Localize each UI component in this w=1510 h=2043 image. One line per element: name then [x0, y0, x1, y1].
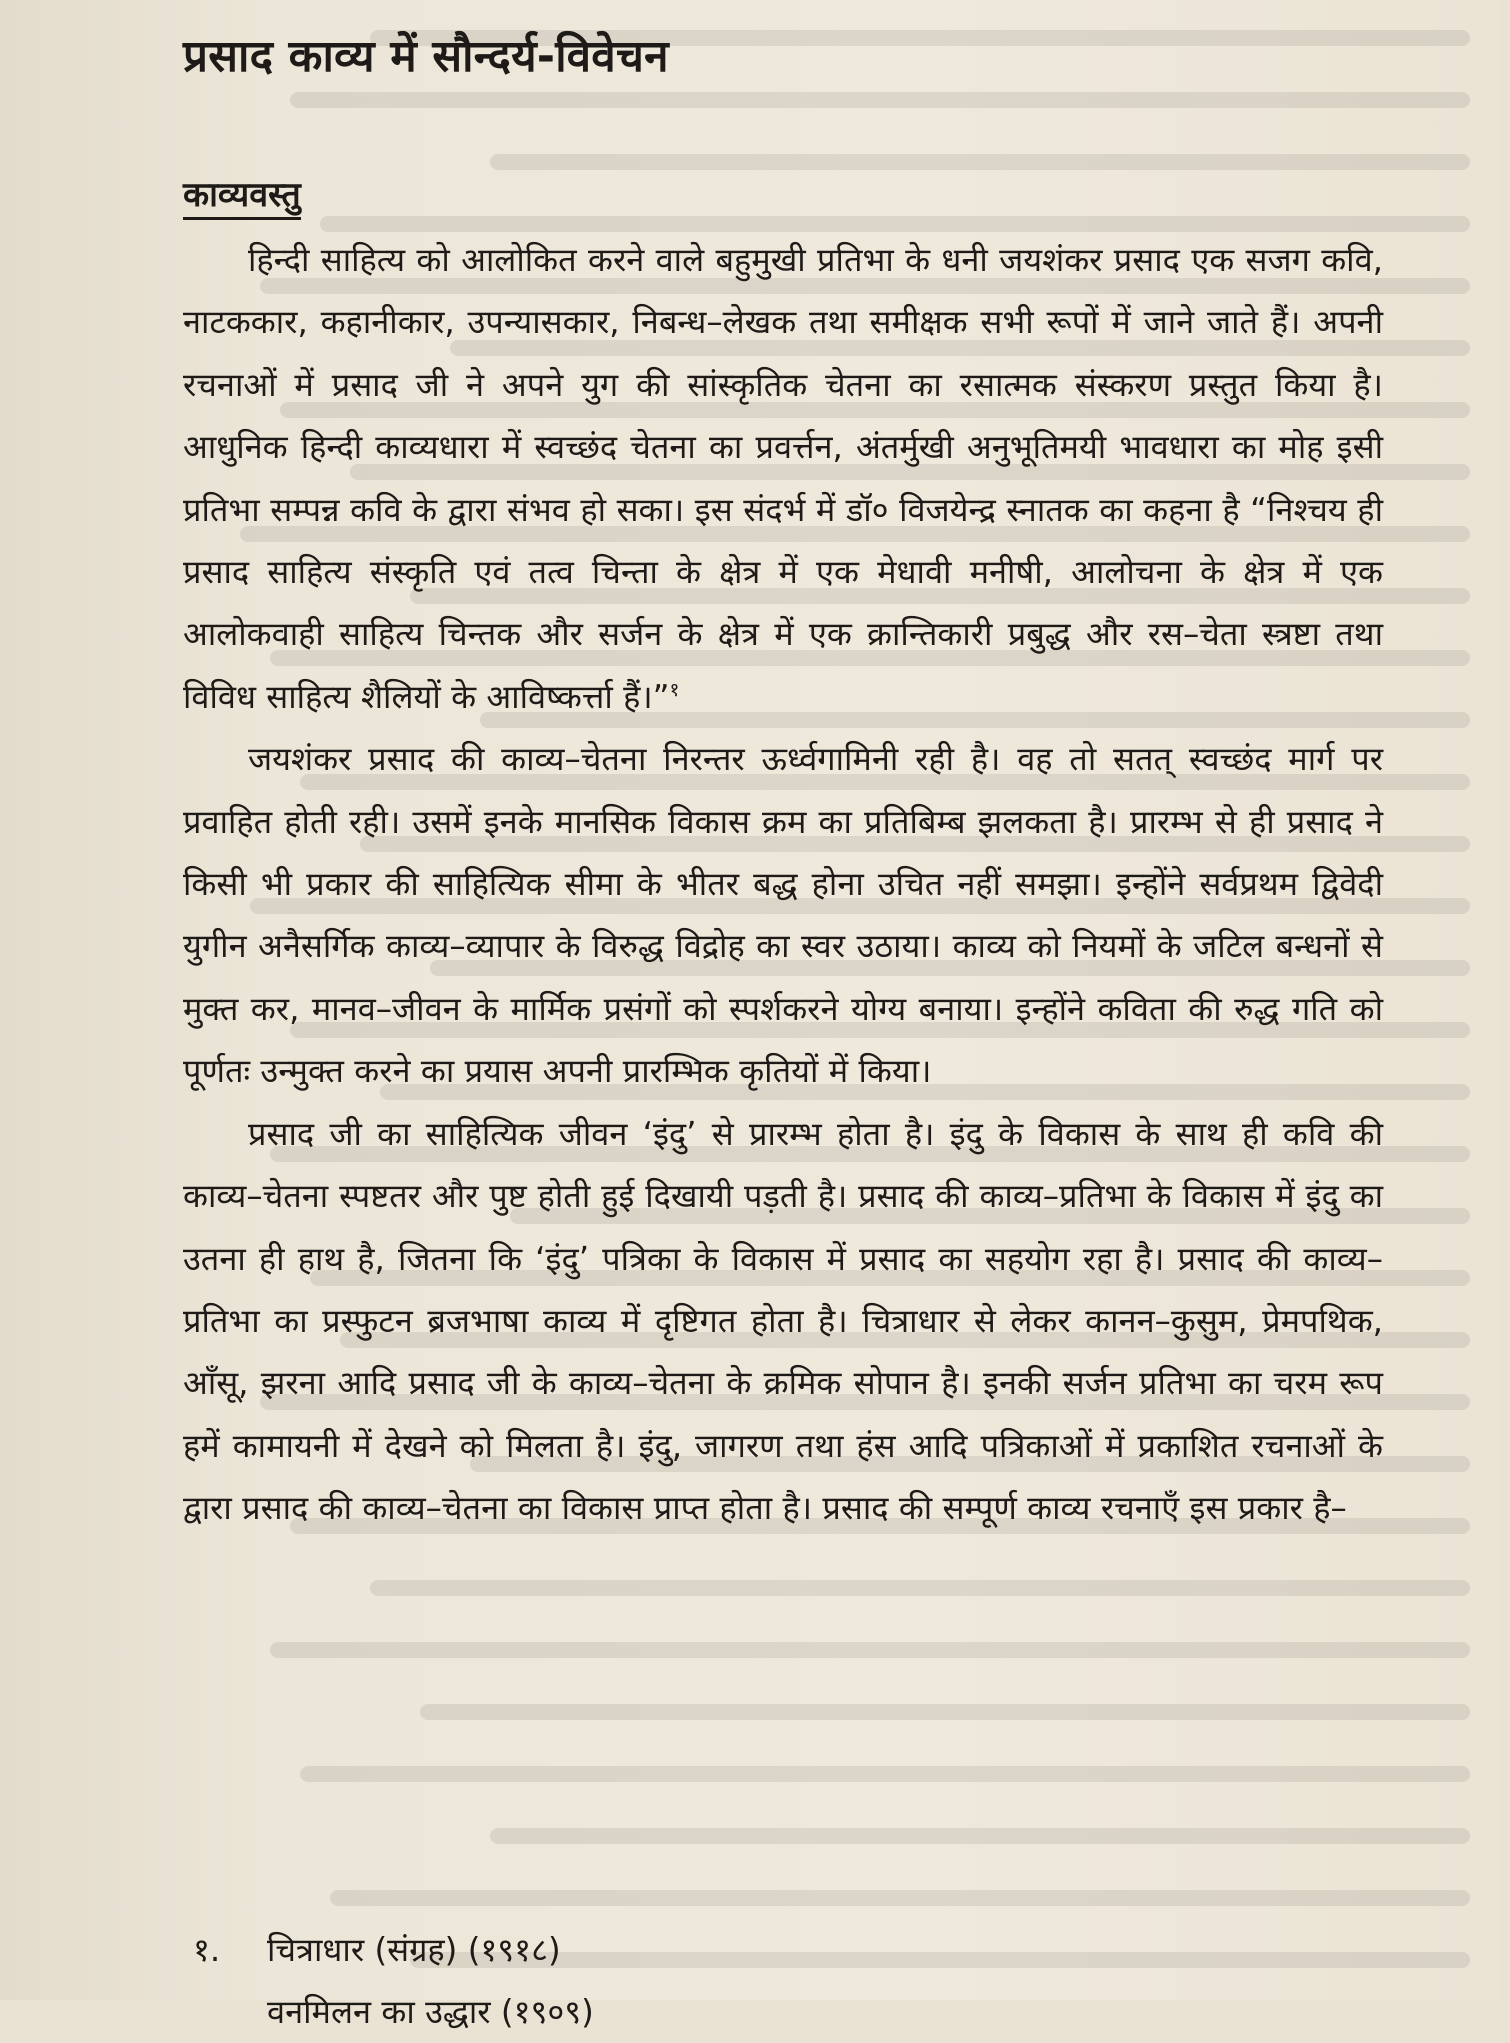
works-list	[183, 1919, 1383, 2043]
list-item-text: वनमिलन का उद्धार (१९०९)	[267, 1993, 594, 2031]
section-heading: काव्यवस्तु	[183, 170, 301, 220]
paragraph-3: प्रसाद जी का साहित्यिक जीवन ‘इंदु’ से प्रारम्भ होता है। इंदु के विकास के साथ ही कवि की काव्य–चेतना स्पष्टतर और पुष्ट होती हुई दिखायी पड़ती है। प्रसाद की काव्य–प्रतिभा के विकास में इंदु का उतना ही हाथ है, जितना कि ‘इंदु’ पत्रिका के विकास में प्रसाद का सहयोग रहा है। प्रसाद की काव्य–प्रतिभा का प्रस्फुटन ब्रजभाषा काव्य में दृष्टिगत होता है। चित्राधार से लेकर कानन–कुसुम, प्रेमपथिक, आँसू, झरना आदि प्रसाद जी के काव्य–चेतना के क्रमिक सोपान है। इनकी सर्जन प्रतिभा का चरम रूप हमें कामायनी में देखने को मिलता है। इंदु, जागरण तथा हंस आदि पत्रिकाओं में प्रकाशित रचनाओं के द्वारा प्रसाद की काव्य–चेतना का विकास प्राप्त होता है। प्रसाद की सम्पूर्ण काव्य रचनाएँ इस प्रकार है–	[183, 1114, 1383, 1528]
paragraph-1-text: हिन्दी साहित्य को आलोकित करने वाले बहुमुखी प्रतिभा के धनी जयशंकर प्रसाद एक सजग कवि, नाटककार, कहानीकार, उपन्यासकार, निबन्ध–लेखक तथा समीक्षक सभी रूपों में जाने जाते हैं। अपनी रचनाओं में प्रसाद जी ने अपने युग की सांस्कृतिक चेतना का रसात्मक संस्करण प्रस्तुत किया है। आधुनिक हिन्दी काव्यधारा में स्वच्छंद चेतना का प्रवर्त्तन, अंतर्मुखी अनुभूतिमयी भावधारा का मोह इसी प्रतिभा सम्पन्न कवि के द्वारा संभव हो सका। इस संदर्भ में डॉ० विजयेन्द्र स्नातक का कहना है “निश्चय ही प्रसाद साहित्य संस्कृति एवं तत्व चिन्ता के क्षेत्र में एक मेधावी मनीषी, आलोचना के क्षेत्र में एक आलोकवाही साहित्य चिन्तक और सर्जन के क्षेत्र में एक क्रान्तिकारी प्रबुद्ध और रस–चेता स्त्रष्टा तथा विविध साहित्य शैलियों के आविष्कर्त्ता हैं।”	[183, 241, 1383, 716]
list-item	[183, 1919, 1383, 1981]
footnote-marker: १	[669, 679, 680, 702]
body-text	[183, 229, 1383, 1540]
list-item-number	[183, 1981, 267, 2043]
page-title: प्रसाद काव्य में सौन्दर्य-विवेचन	[183, 31, 669, 82]
paragraph-1	[183, 229, 1383, 728]
list-item-text: चित्राधार (संग्रह) (१९१८)	[267, 1931, 561, 1969]
list-item	[183, 1981, 1383, 2043]
paragraph-2: जयशंकर प्रसाद की काव्य–चेतना निरन्तर ऊर्ध्वगामिनी रही है। वह तो सतत् स्वच्छंद मार्ग पर प्रवाहित होती रही। उसमें इनके मानसिक विकास क्रम का प्रतिबिम्ब झलकता है। प्रारम्भ से ही प्रसाद ने किसी भी प्रकार की साहित्यिक सीमा के भीतर बद्ध होना उचित नहीं समझा। इन्होंने सर्वप्रथम द्विवेदी युगीन अनैसर्गिक काव्य–व्यापार के विरुद्ध विद्रोह का स्वर उठाया। काव्य को नियमों के जटिल बन्धनों से मुक्त कर, मानव–जीवन के मार्मिक प्रसंगों को स्पर्शकरने योग्य बनाया। इन्होंने कविता की रुद्ध गति को पूर्णतः उन्मुक्त करने का प्रयास अपनी प्रारम्भिक कृतियों में किया।	[183, 740, 1383, 1091]
list-item-number: १.	[193, 1931, 221, 1969]
